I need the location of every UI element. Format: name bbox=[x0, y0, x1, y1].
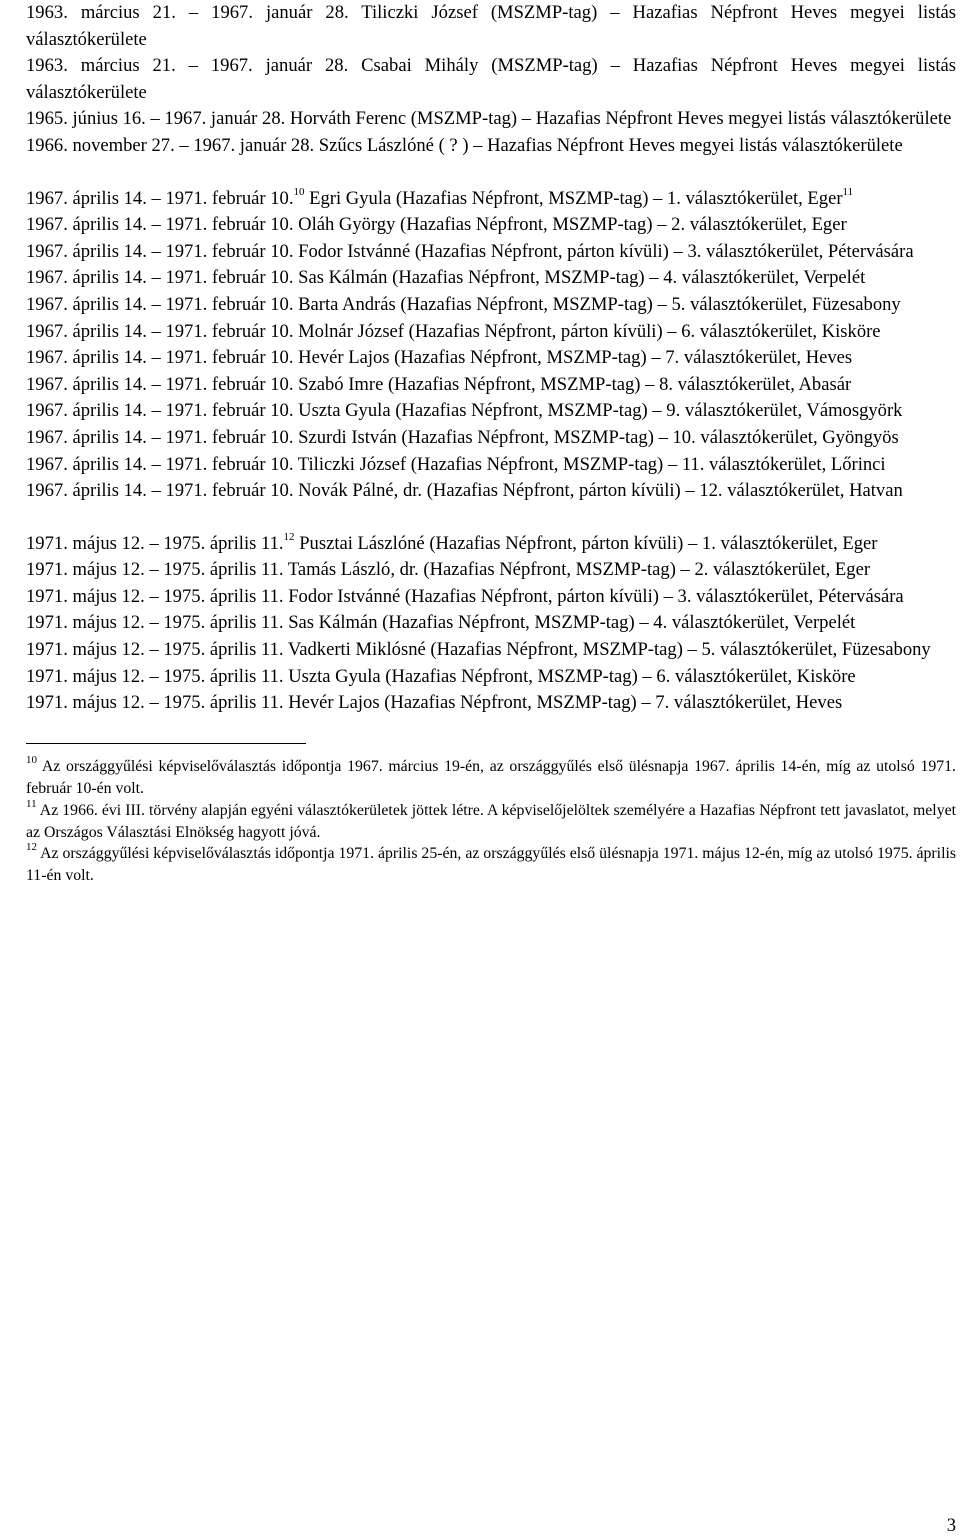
footnote-number: 11 bbox=[26, 797, 37, 810]
entry-dates: 1971. május 12. – 1975. április 11. bbox=[26, 532, 284, 554]
entry: 1967. április 14. – 1971. február 10. Szurdi István (Hazafias Népfront, MSZMP-tag) – 10. választókerület, Gyöngyös bbox=[26, 426, 899, 448]
entry: 1971. május 12. – 1975. április 11. Fodor Istvánné (Hazafias Népfront, párton kívüli) – 3. választókerület, Pétervására bbox=[26, 585, 904, 607]
footnote-ref[interactable]: 12 bbox=[283, 530, 295, 543]
entry: 1971. május 12. – 1975. április 11. Vadkerti Miklósné (Hazafias Népfront, MSZMP-tag) – 5. választókerület, Füzesabony bbox=[26, 639, 931, 661]
entry: 1967. április 14. – 1971. február 10. Sas Kálmán (Hazafias Népfront, MSZMP-tag) – 4. választókerület, Verpelét bbox=[26, 267, 866, 289]
entry: 1967. április 14. – 1971. február 10. Tiliczki József (Hazafias Népfront, MSZMP-tag) – 11. választókerület, Lőrinci bbox=[26, 453, 886, 475]
page-number: 3 bbox=[946, 1515, 956, 1536]
entry: 1967. április 14. – 1971. február 10. Molnár József (Hazafias Népfront, párton kívüli) – 6. választókerület, Kisköre bbox=[26, 320, 881, 342]
entry: 1967. április 14. – 1971. február 10. Szabó Imre (Hazafias Népfront, MSZMP-tag) – 8. választókerület, Abasár bbox=[26, 373, 852, 395]
footnote-divider bbox=[26, 743, 306, 744]
section-gap bbox=[26, 160, 956, 186]
entry bbox=[26, 531, 956, 558]
entry: 1967. április 14. – 1971. február 10. Uszta Gyula (Hazafias Népfront, MSZMP-tag) – 9. választókerület, Vámosgyörk bbox=[26, 400, 903, 422]
entry-text: Egri Gyula (Hazafias Népfront, MSZMP-tag) – 1. választókerület, Eger bbox=[304, 187, 843, 209]
entry: 1971. május 12. – 1975. április 11. Sas Kálmán (Hazafias Népfront, MSZMP-tag) – 4. választókerület, Verpelét bbox=[26, 612, 856, 634]
entry: 1967. április 14. – 1971. február 10. Hevér Lajos (Hazafias Népfront, MSZMP-tag) – 7. választókerület, Heves bbox=[26, 347, 853, 369]
entry: 1967. április 14. – 1971. február 10. Barta András (Hazafias Népfront, MSZMP-tag) – 5. választókerület, Füzesabony bbox=[26, 293, 901, 315]
entry: 1966. november 27. – 1967. január 28. Szűcs Lászlóné ( ? ) – Hazafias Népfront Heves megyei listás választókerülete bbox=[26, 134, 903, 156]
entry bbox=[26, 186, 956, 213]
entry: 1971. május 12. – 1975. április 11. Uszta Gyula (Hazafias Népfront, MSZMP-tag) – 6. választókerület, Kisköre bbox=[26, 665, 856, 687]
footnotes bbox=[26, 753, 956, 887]
footnote-number: 10 bbox=[26, 753, 37, 766]
footnote-number: 12 bbox=[26, 841, 37, 854]
entries bbox=[26, 0, 956, 717]
entry: 1967. április 14. – 1971. február 10. Oláh György (Hazafias Népfront, MSZMP-tag) – 2. választókerület, Eger bbox=[26, 214, 847, 236]
footnote-text: Az országgyűlési képviselőválasztás időpontja 1967. március 19-én, az országgyűlés első ülésnapja 1967. április 14-én, míg az utolsó 1971. február 10-én volt. bbox=[26, 757, 956, 797]
entry: 1967. április 14. – 1971. február 10. Novák Pálné, dr. (Hazafias Népfront, párton kívüli) – 12. választókerület, Hatvan bbox=[26, 480, 903, 502]
entry: 1971. május 12. – 1975. április 11. Hevér Lajos (Hazafias Népfront, MSZMP-tag) – 7. választókerület, Heves bbox=[26, 692, 843, 714]
document-page bbox=[26, 0, 956, 887]
footnote bbox=[26, 753, 956, 800]
entry: 1963. március 21. – 1967. január 28. Csabai Mihály (MSZMP-tag) – Hazafias Népfront Heves megyei listás választókerülete bbox=[26, 55, 956, 103]
entry-dates: 1967. április 14. – 1971. február 10. bbox=[26, 187, 294, 209]
entry: 1965. június 16. – 1967. január 28. Horváth Ferenc (MSZMP-tag) – Hazafias Népfront Heves megyei listás választókerülete bbox=[26, 108, 952, 130]
section-gap bbox=[26, 505, 956, 531]
footnote bbox=[26, 797, 956, 844]
entry: 1971. május 12. – 1975. április 11. Tamás László, dr. (Hazafias Népfront, MSZMP-tag) – 2. választókerület, Eger bbox=[26, 559, 871, 581]
footnote-text: Az országgyűlési képviselőválasztás időpontja 1971. április 25-én, az országgyűlés első ülésnapja 1971. május 12-én, míg az utolsó 1975. április 11-én volt. bbox=[26, 845, 956, 885]
entry: 1963. március 21. – 1967. január 28. Tiliczki József (MSZMP-tag) – Hazafias Népfront Heves megyei listás választókerülete bbox=[26, 2, 956, 50]
footnote-ref[interactable]: 10 bbox=[293, 185, 305, 198]
entry: 1967. április 14. – 1971. február 10. Fodor Istvánné (Hazafias Népfront, párton kívüli) – 3. választókerület, Pétervására bbox=[26, 240, 914, 262]
footnote-ref[interactable]: 11 bbox=[842, 185, 854, 198]
entry-text: Pusztai Lászlóné (Hazafias Népfront, párton kívüli) – 1. választókerület, Eger bbox=[294, 532, 878, 554]
footnote-text: Az 1966. évi III. törvény alapján egyéni választókerületek jöttek létre. A képviselőjelöltek személyére a Hazafias Népfront tett javaslatot, melyet az Országos Választási Elnökség hagyott jóvá. bbox=[26, 801, 956, 841]
footnote bbox=[26, 843, 956, 887]
